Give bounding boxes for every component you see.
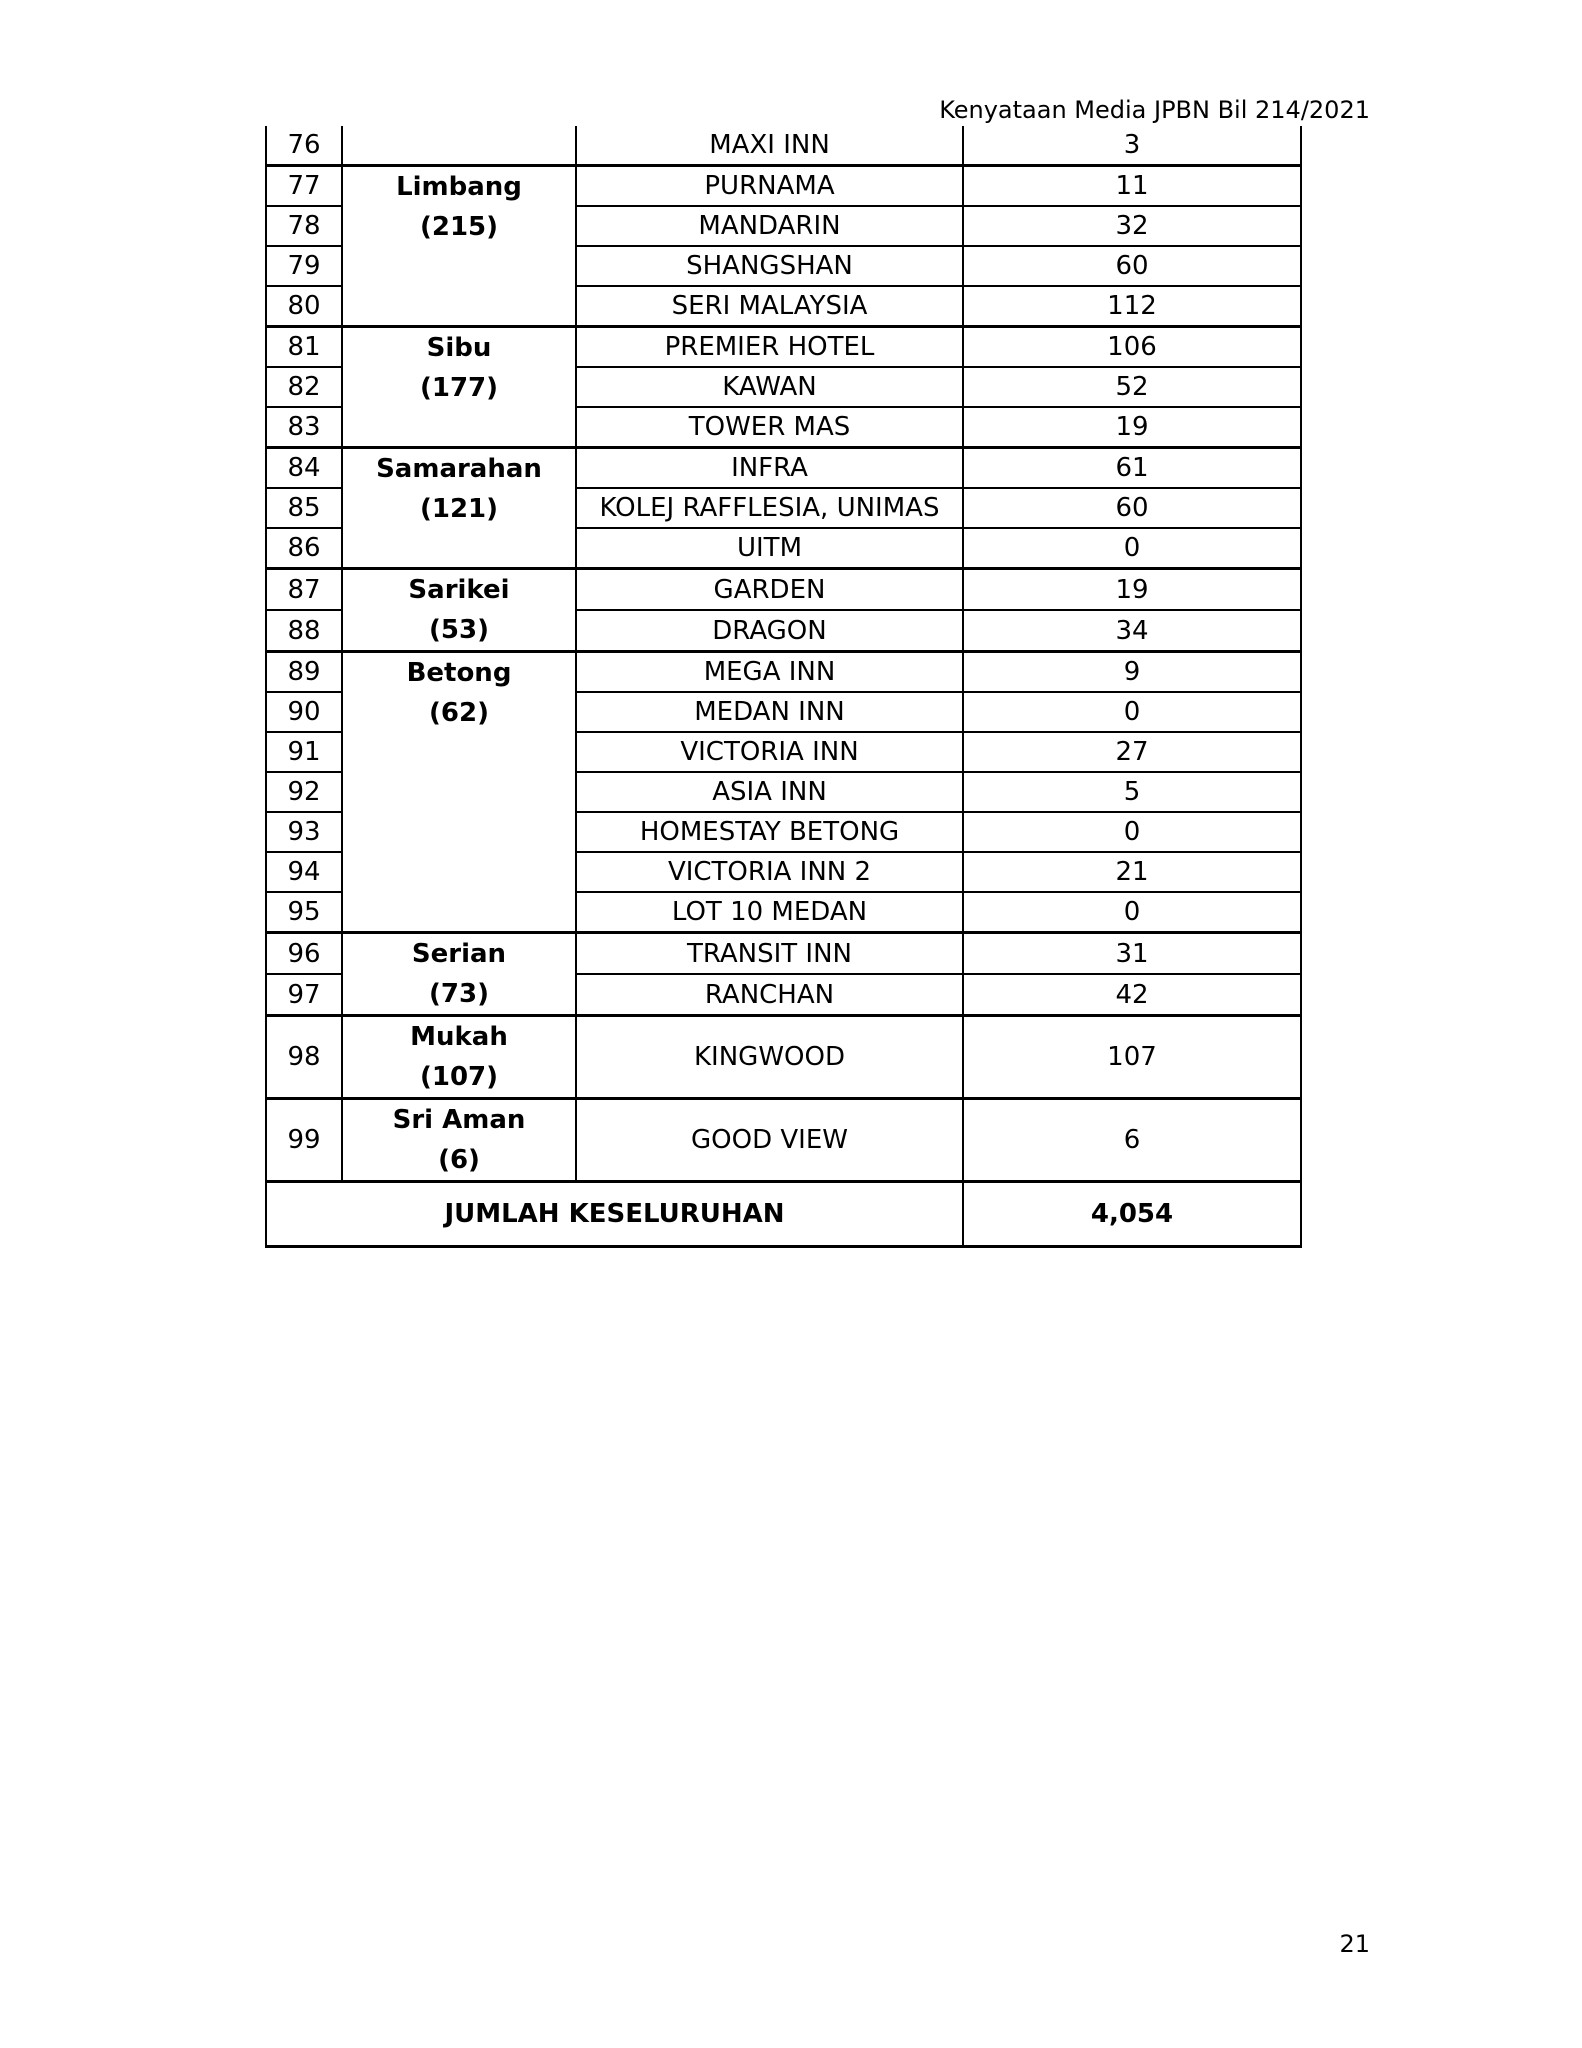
district-name: Samarahan xyxy=(376,454,542,484)
case-count-cell: 3 xyxy=(963,126,1301,166)
hotel-name-cell: GARDEN xyxy=(576,569,963,611)
hotel-name-cell: SHANGSHAN xyxy=(576,246,963,286)
row-number-cell: 93 xyxy=(266,812,342,852)
case-count-cell: 5 xyxy=(963,772,1301,812)
case-count-cell: 0 xyxy=(963,528,1301,569)
hotel-name-cell: RANCHAN xyxy=(576,974,963,1016)
table-row xyxy=(266,166,1301,207)
case-count-cell: 60 xyxy=(963,246,1301,286)
district-name: Betong xyxy=(406,658,512,688)
hotel-name-cell: MEGA INN xyxy=(576,652,963,693)
case-count-cell: 0 xyxy=(963,812,1301,852)
case-count-cell: 112 xyxy=(963,286,1301,327)
district-cell xyxy=(342,126,576,166)
hotel-name-cell: HOMESTAY BETONG xyxy=(576,812,963,852)
row-number-cell: 86 xyxy=(266,528,342,569)
table-row xyxy=(266,569,1301,611)
district-name: Serian xyxy=(411,939,507,969)
grand-total-label: JUMLAH KESELURUHAN xyxy=(266,1182,963,1247)
case-count-cell: 107 xyxy=(963,1016,1301,1099)
hotel-name-cell: TOWER MAS xyxy=(576,407,963,448)
case-count-cell: 60 xyxy=(963,488,1301,528)
district-cell xyxy=(342,569,576,652)
hotel-name-cell: VICTORIA INN xyxy=(576,732,963,772)
hotel-name-cell: PREMIER HOTEL xyxy=(576,327,963,368)
hotel-name-cell: UITM xyxy=(576,528,963,569)
district-cell xyxy=(342,1016,576,1099)
case-count-cell: 19 xyxy=(963,407,1301,448)
hotel-name-cell: MAXI INN xyxy=(576,126,963,166)
district-total: (6) xyxy=(438,1145,480,1175)
row-number-cell: 76 xyxy=(266,126,342,166)
row-number-cell: 99 xyxy=(266,1099,342,1182)
case-count-cell: 27 xyxy=(963,732,1301,772)
row-number-cell: 85 xyxy=(266,488,342,528)
district-cell xyxy=(342,1099,576,1182)
hotel-name-cell: ASIA INN xyxy=(576,772,963,812)
district-name: Sri Aman xyxy=(392,1105,526,1135)
hotel-name-cell: SERI MALAYSIA xyxy=(576,286,963,327)
case-count-cell: 11 xyxy=(963,166,1301,207)
table-body xyxy=(266,126,1301,1247)
case-count-cell: 32 xyxy=(963,206,1301,246)
district-name: Mukah xyxy=(410,1022,508,1052)
hotel-name-cell: KINGWOOD xyxy=(576,1016,963,1099)
row-number-cell: 87 xyxy=(266,569,342,611)
hotel-name-cell: KOLEJ RAFFLESIA, UNIMAS xyxy=(576,488,963,528)
hotel-name-cell: GOOD VIEW xyxy=(576,1099,963,1182)
district-cell xyxy=(342,448,576,569)
district-cell xyxy=(342,933,576,1016)
quarantine-centre-table xyxy=(265,126,1302,1248)
document-reference: Kenyataan Media JPBN Bil 214/2021 xyxy=(939,96,1370,124)
case-count-cell: 6 xyxy=(963,1099,1301,1182)
district-cell xyxy=(342,327,576,448)
district-total: (53) xyxy=(429,615,489,645)
table-row xyxy=(266,933,1301,975)
case-count-cell: 31 xyxy=(963,933,1301,975)
district-name: Limbang xyxy=(396,172,522,202)
page-number: 21 xyxy=(1339,1930,1370,1958)
row-number-cell: 82 xyxy=(266,367,342,407)
row-number-cell: 78 xyxy=(266,206,342,246)
row-number-cell: 97 xyxy=(266,974,342,1016)
table-row xyxy=(266,126,1301,166)
hotel-name-cell: VICTORIA INN 2 xyxy=(576,852,963,892)
row-number-cell: 88 xyxy=(266,610,342,652)
row-number-cell: 95 xyxy=(266,892,342,933)
table-row xyxy=(266,448,1301,489)
row-number-cell: 89 xyxy=(266,652,342,693)
district-cell xyxy=(342,652,576,933)
case-count-cell: 19 xyxy=(963,569,1301,611)
row-number-cell: 84 xyxy=(266,448,342,489)
case-count-cell: 0 xyxy=(963,692,1301,732)
row-number-cell: 77 xyxy=(266,166,342,207)
row-number-cell: 90 xyxy=(266,692,342,732)
district-name: Sarikei xyxy=(408,575,510,605)
table-row xyxy=(266,327,1301,368)
case-count-cell: 0 xyxy=(963,892,1301,933)
district-name: Sibu xyxy=(426,333,492,363)
district-total: (215) xyxy=(419,212,499,242)
table-row xyxy=(266,652,1301,693)
row-number-cell: 79 xyxy=(266,246,342,286)
district-total: (121) xyxy=(419,494,499,524)
row-number-cell: 80 xyxy=(266,286,342,327)
hotel-name-cell: KAWAN xyxy=(576,367,963,407)
case-count-cell: 21 xyxy=(963,852,1301,892)
case-count-cell: 42 xyxy=(963,974,1301,1016)
hotel-name-cell: MANDARIN xyxy=(576,206,963,246)
case-count-cell: 61 xyxy=(963,448,1301,489)
hotel-name-cell: MEDAN INN xyxy=(576,692,963,732)
row-number-cell: 83 xyxy=(266,407,342,448)
case-count-cell: 52 xyxy=(963,367,1301,407)
district-cell xyxy=(342,166,576,327)
hotel-name-cell: PURNAMA xyxy=(576,166,963,207)
hotel-name-cell: INFRA xyxy=(576,448,963,489)
row-number-cell: 96 xyxy=(266,933,342,975)
district-total: (177) xyxy=(419,373,499,403)
case-count-cell: 9 xyxy=(963,652,1301,693)
hotel-name-cell: LOT 10 MEDAN xyxy=(576,892,963,933)
row-number-cell: 94 xyxy=(266,852,342,892)
row-number-cell: 98 xyxy=(266,1016,342,1099)
row-number-cell: 92 xyxy=(266,772,342,812)
case-count-cell: 106 xyxy=(963,327,1301,368)
district-total: (107) xyxy=(419,1062,499,1092)
case-count-cell: 34 xyxy=(963,610,1301,652)
row-number-cell: 91 xyxy=(266,732,342,772)
hotel-name-cell: DRAGON xyxy=(576,610,963,652)
grand-total-row xyxy=(266,1182,1301,1247)
grand-total-value: 4,054 xyxy=(963,1182,1301,1247)
table-row xyxy=(266,1099,1301,1182)
district-total: (62) xyxy=(429,698,489,728)
district-total: (73) xyxy=(429,979,489,1009)
table-row xyxy=(266,1016,1301,1099)
row-number-cell: 81 xyxy=(266,327,342,368)
hotel-name-cell: TRANSIT INN xyxy=(576,933,963,975)
